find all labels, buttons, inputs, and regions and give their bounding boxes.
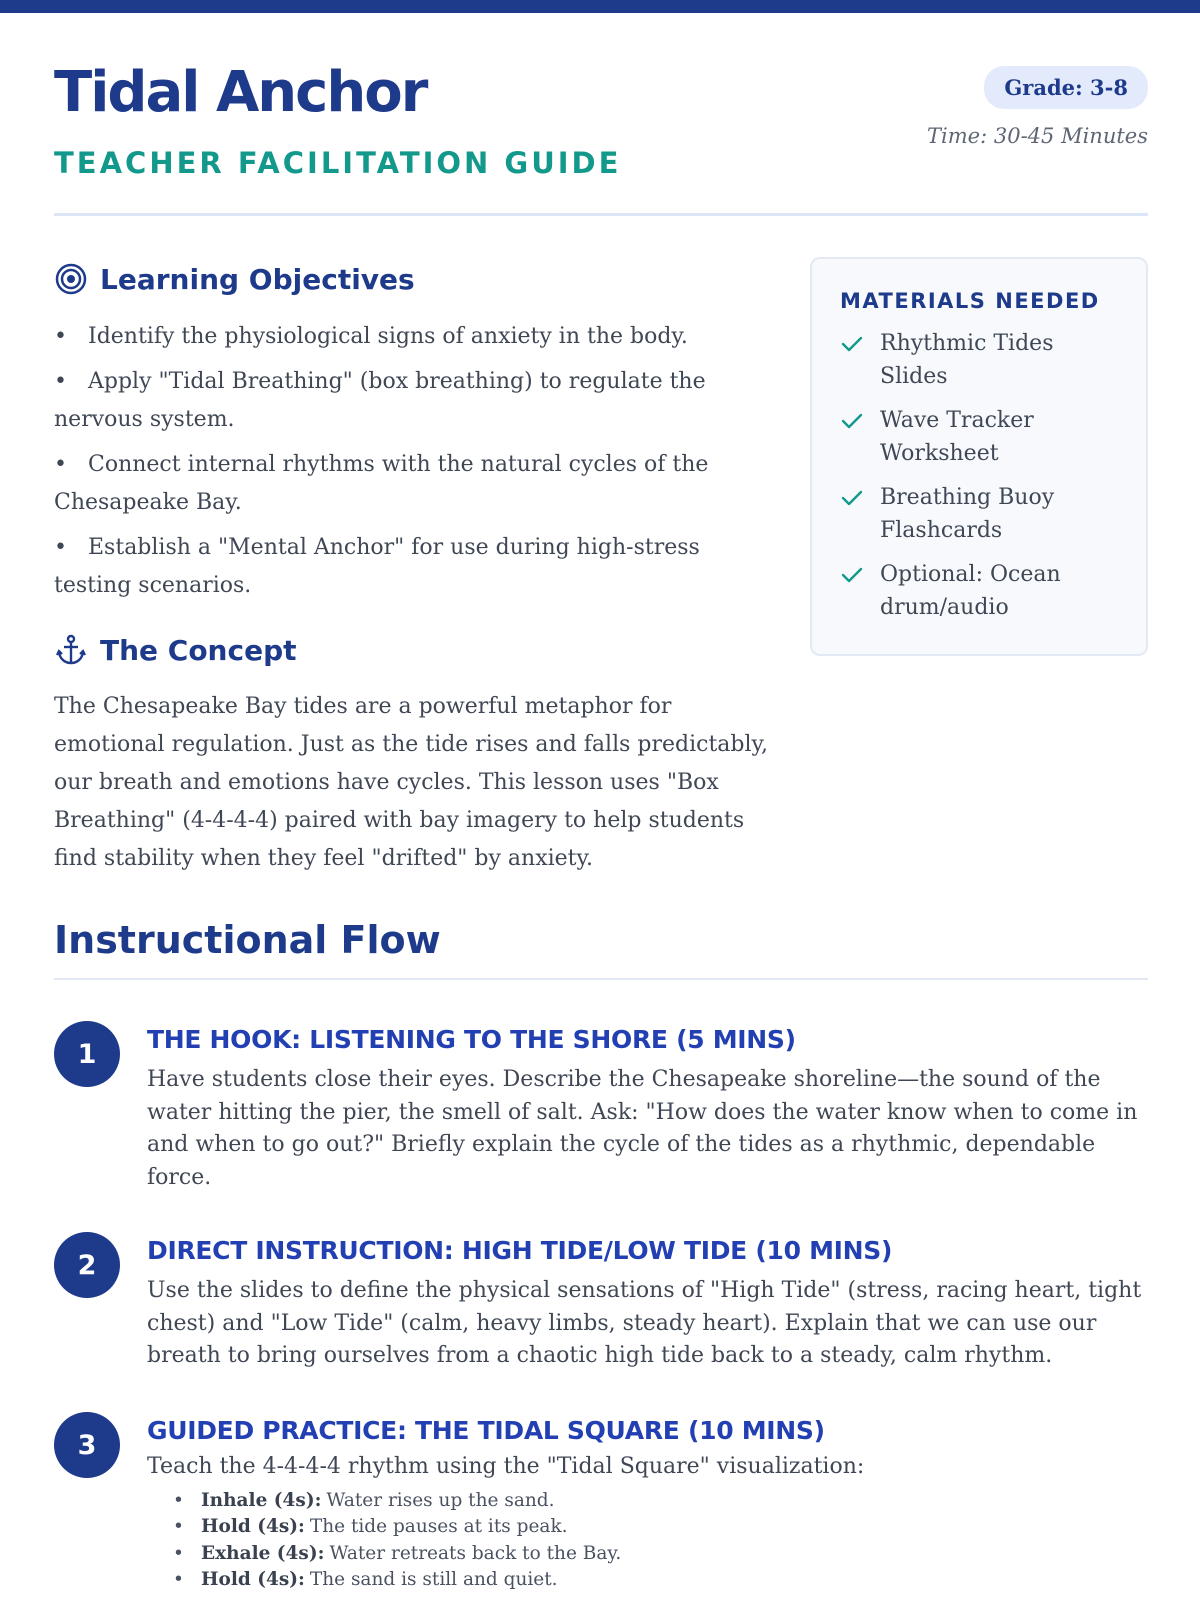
step-content	[147, 1416, 1147, 1594]
list-item: • Exhale (4s): Water retreats back to the Bay.	[173, 1542, 622, 1564]
concept-heading-label: The Concept	[100, 633, 297, 667]
breath-phase-text: The tide pauses at its peak.	[309, 1516, 568, 1537]
target-icon	[54, 262, 88, 296]
check-icon	[840, 558, 880, 624]
list-item: • Apply "Tidal Breathing" (box breathing) to regulate the nervous system.	[54, 369, 706, 432]
step-text: Have students close their eyes. Describe the Chesapeake shoreline—the sound of the water hitting the pier, the smell of salt. Ask: "How does the water know when to come in and when to go out?" Briefly explain the cycle of the tides as a rhythmic, dependable force.	[147, 1067, 1138, 1190]
grade-badge: Grade: 3-8	[984, 66, 1148, 109]
concept-heading	[54, 633, 297, 667]
check-icon	[840, 404, 880, 470]
objective-text: Establish a "Mental Anchor" for use during high-stress testing scenarios.	[54, 535, 700, 598]
step-text: Use the slides to define the physical sensations of "High Tide" (stress, racing heart, tight chest) and "Low Tide" (calm, heavy limbs, steady heart). Explain that we can use our breath to bring ourselves from a chaotic high tide back to a steady, calm rhythm.	[147, 1278, 1142, 1368]
breath-phase-label: Hold (4s):	[201, 1569, 305, 1590]
page-title: Tidal Anchor	[54, 60, 427, 125]
objective-text: Connect internal rhythms with the natural cycles of the Chesapeake Bay.	[54, 452, 709, 515]
objectives-heading-label: Learning Objectives	[100, 262, 415, 296]
material-text: Rhythmic Tides Slides	[880, 331, 1054, 389]
list-item	[840, 558, 1118, 624]
objective-text: Apply "Tidal Breathing" (box breathing) to regulate the nervous system.	[54, 369, 706, 432]
list-item: • Hold (4s): The sand is still and quiet.	[173, 1569, 558, 1590]
material-text: Breathing Buoy Flashcards	[880, 485, 1055, 543]
list-item	[840, 481, 1118, 547]
step-title: DIRECT INSTRUCTION: HIGH TIDE/LOW TIDE (10 MINS)	[147, 1236, 893, 1265]
objectives-list	[54, 318, 774, 612]
step-number-badge: 2	[54, 1232, 120, 1298]
header-divider	[54, 213, 1148, 216]
flow-heading: Instructional Flow	[54, 918, 441, 962]
breath-phase-label: Hold (4s):	[201, 1516, 305, 1537]
objective-text: Identify the physiological signs of anxiety in the body.	[88, 324, 688, 349]
step-title: GUIDED PRACTICE: THE TIDAL SQUARE (10 MINS)	[147, 1416, 825, 1445]
list-item: • Connect internal rhythms with the natural cycles of the Chesapeake Bay.	[54, 452, 709, 515]
list-item: • Hold (4s): The tide pauses at its peak.	[173, 1516, 568, 1537]
anchor-icon	[54, 633, 88, 667]
check-icon	[840, 481, 880, 547]
step-title: THE HOOK: LISTENING TO THE SHORE (5 MINS)	[147, 1025, 796, 1054]
list-item: • Identify the physiological signs of anxiety in the body.	[54, 324, 688, 349]
concept-paragraph: The Chesapeake Bay tides are a powerful metaphor for emotional regulation. Just as the tide rises and falls predictably, our breath and emotions have cycles. This lesson uses "Box Breathing" (4-4-4-4) paired with bay imagery to help students find stability when they feel "drifted" by anxiety.	[54, 694, 769, 871]
breath-phase-text: The sand is still and quiet.	[309, 1569, 558, 1590]
list-item: • Establish a "Mental Anchor" for use during high-stress testing scenarios.	[54, 535, 700, 598]
top-accent-bar	[0, 0, 1200, 13]
breath-phase-text: Water rises up the sand.	[326, 1489, 555, 1511]
materials-heading: MATERIALS NEEDED	[840, 289, 1100, 313]
step-number-badge: 3	[54, 1412, 120, 1478]
step-content	[147, 1236, 1147, 1373]
list-item: • Inhale (4s): Water rises up the sand.	[173, 1489, 555, 1511]
list-item	[840, 404, 1118, 470]
check-icon	[840, 327, 880, 393]
materials-list	[840, 327, 1118, 624]
objectives-heading	[54, 262, 415, 296]
list-item	[840, 327, 1118, 393]
step-content	[147, 1025, 1147, 1194]
page-subtitle: TEACHER FACILITATION GUIDE	[54, 146, 622, 180]
breath-phase-label: Inhale (4s):	[201, 1489, 322, 1511]
breath-phase-label: Exhale (4s):	[201, 1542, 325, 1564]
materials-card	[810, 257, 1148, 656]
step-text: Teach the 4-4-4-4 rhythm using the "Tidal Square" visualization:	[147, 1454, 865, 1479]
step-number-badge: 1	[54, 1021, 120, 1087]
material-text: Optional: Ocean drum/audio	[880, 562, 1061, 620]
time-label: Time: 30-45 Minutes	[927, 124, 1148, 148]
flow-divider	[54, 978, 1148, 980]
breath-phase-text: Water retreats back to the Bay.	[329, 1542, 622, 1564]
material-text: Wave Tracker Worksheet	[880, 408, 1034, 466]
breathing-steps-list	[173, 1488, 1147, 1594]
